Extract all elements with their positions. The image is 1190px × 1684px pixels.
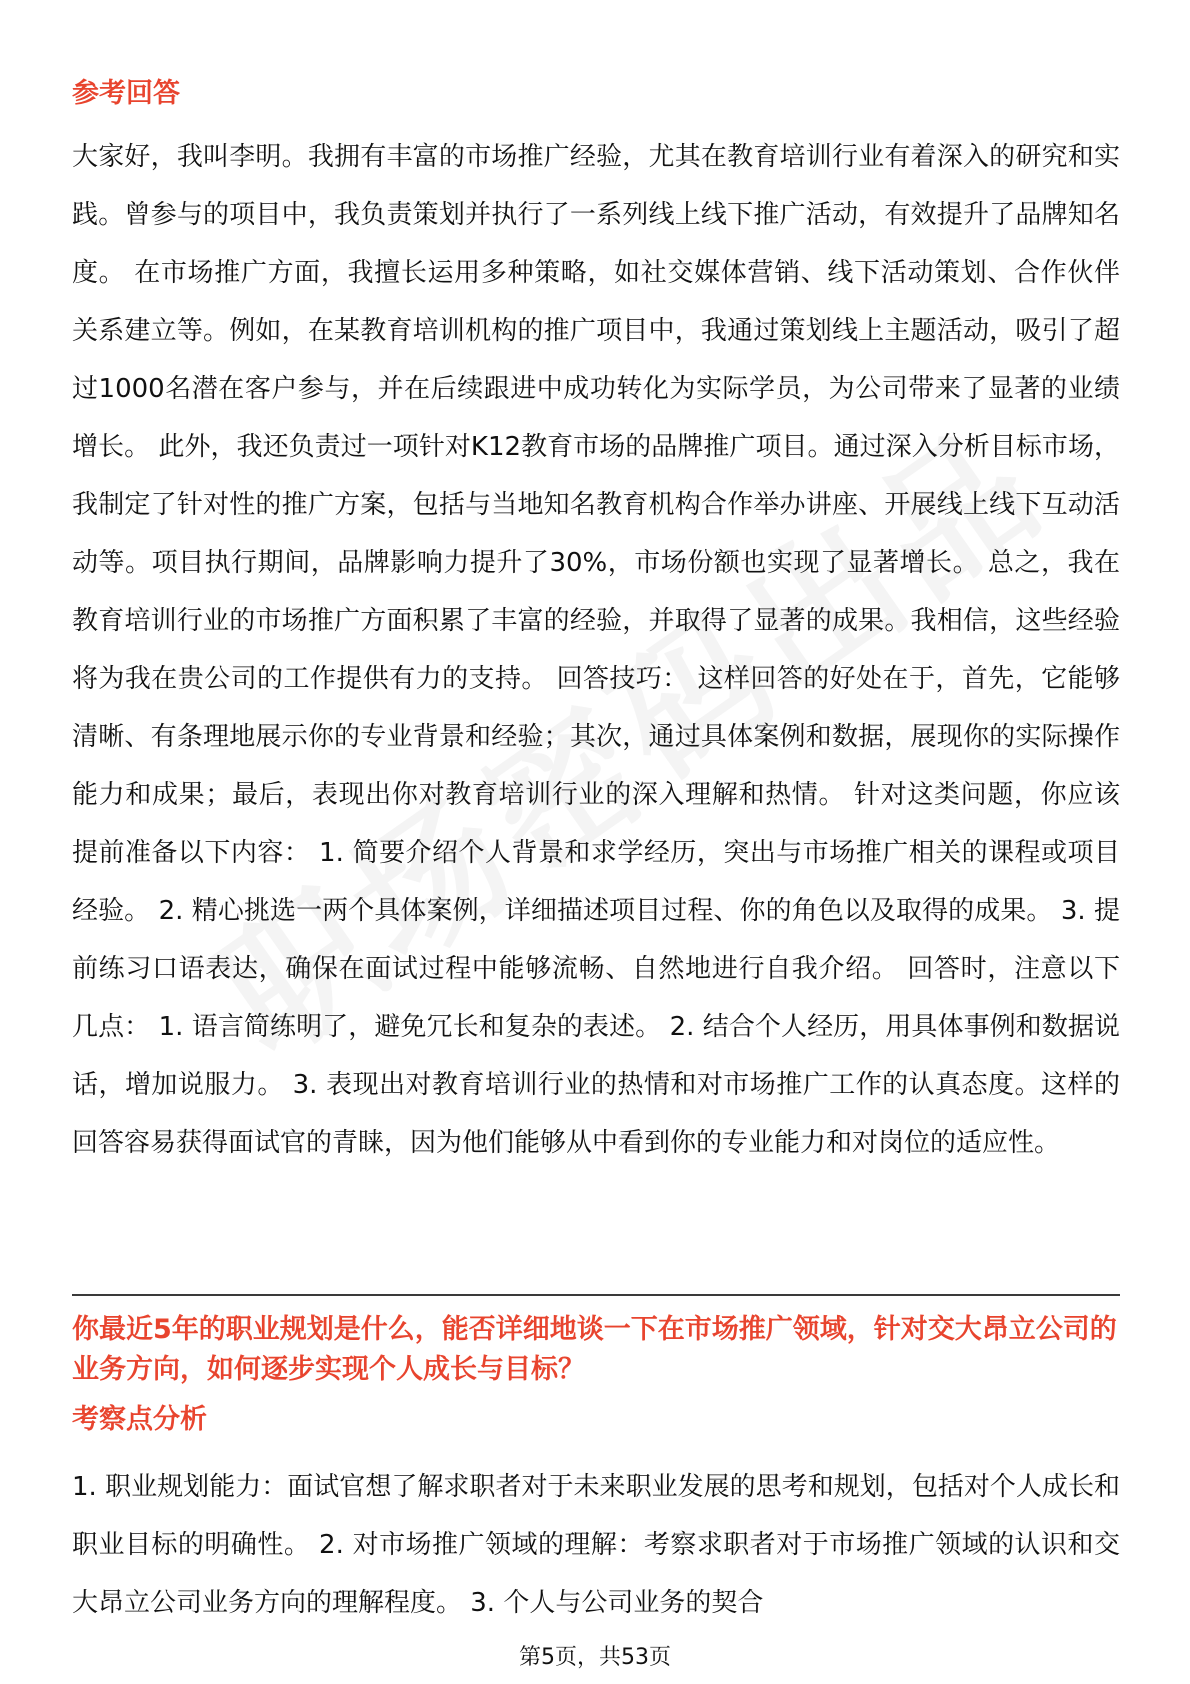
section-divider (72, 1294, 1120, 1296)
reference-answer-body: 大家好，我叫李明。我拥有丰富的市场推广经验，尤其在教育培训行业有着深入的研究和实践。曾参与的项目中，我负责策划并执行了一系列线上线下推广活动，有效提升了品牌知名度。 在市场推广方面，我擅长运用多种策略，如社交媒体营销、线下活动策划、合作伙伴关系建立等。例如，在某教育培训机构的推广项目中，我通过策划线上主题活动，吸引了超过1000名潜在客户参与，并在后续跟进中成功转化为实际学员，为公司带来了显著的业绩增长。 此外，我还负责过一项针对K12教育市场的品牌推广项目。通过深入分析目标市场，我制定了针对性的推广方案，包括与当地知名教育机构合作举办讲座、开展线上线下互动活动等。项目执行期间，品牌影响力提升了30%，市场份额也实现了显著增长。 总之，我在教育培训行业的市场推广方面积累了丰富的经验，并取得了显著的成果。我相信，这些经验将为我在贵公司的工作提供有力的支持。 回答技巧： 这样回答的好处在于，首先，它能够清晰、有条理地展示你的专业背景和经验；其次，通过具体案例和数据，展现你的实际操作能力和成果；最后，表现出你对教育培训行业的深入理解和热情。 针对这类问题，你应该提前准备以下内容： 1. 简要介绍个人背景和求学经历，突出与市场推广相关的课程或项目经验。 2. 精心挑选一两个具体案例，详细描述项目过程、你的角色以及取得的成果。 3. 提前练习口语表达，确保在面试过程中能够流畅、自然地进行自我介绍。 回答时，注意以下几点： 1. 语言简练明了，避免冗长和复杂的表述。 2. 结合个人经历，用具体事例和数据说话，增加说服力。 3. 表现出对教育培训行业的热情和对市场推广工作的认真态度。这样的回答容易获得面试官的青睐，因为他们能够从中看到你的专业能力和对岗位的适应性。 (72, 142, 1120, 1158)
page-number: 第5页，共53页 (519, 1645, 671, 1670)
analysis-body: 1. 职业规划能力：面试官想了解求职者对于未来职业发展的思考和规划，包括对个人成长和职业目标的明确性。 2. 对市场推广领域的理解：考察求职者对于市场推广领域的认识和交大昂立公司业务方向的理解程度。 3. 个人与公司业务的契合 (72, 1472, 1120, 1618)
reference-answer-heading: 参考回答 (72, 78, 180, 109)
interview-question: 你最近5年的职业规划是什么，能否详细地谈一下在市场推广领域，针对交大昂立公司的业务方向，如何逐步实现个人成长与目标？ (72, 1314, 1117, 1385)
analysis-heading: 考察点分析 (72, 1404, 207, 1435)
